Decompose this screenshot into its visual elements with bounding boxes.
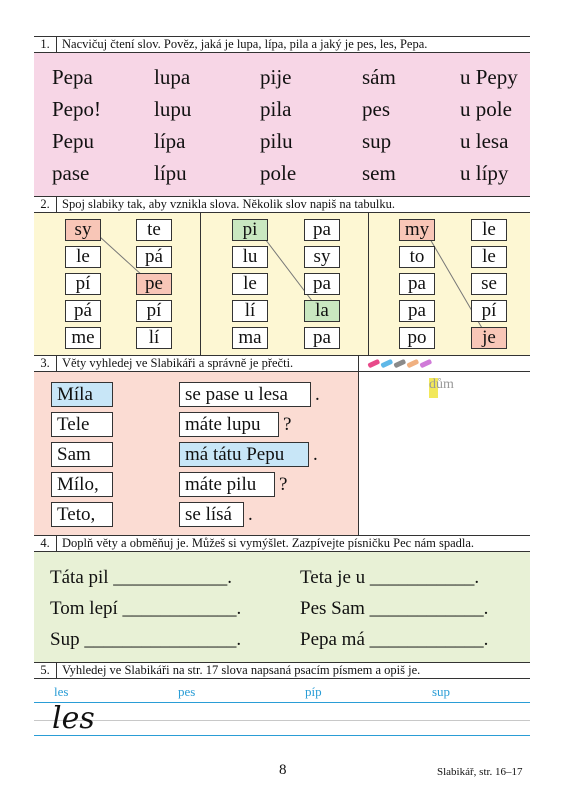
cursive-word: les xyxy=(54,684,69,699)
predicate-box[interactable]: máte pilu xyxy=(179,472,275,497)
syllable-cell[interactable]: lí xyxy=(232,300,268,322)
word: Pepu xyxy=(52,129,94,153)
section2-number: 2. xyxy=(34,197,57,212)
syllable-cell[interactable]: lu xyxy=(232,246,268,268)
syllable-cell[interactable]: le xyxy=(471,246,507,268)
punctuation: ? xyxy=(279,474,288,495)
sentence-line[interactable]: Sup ________________. xyxy=(50,629,242,650)
section4-header xyxy=(34,535,530,552)
section5-instruction: Vyhledej ve Slabikáři na str. 17 slova napsaná psacím písmem a opiš je. xyxy=(62,663,421,677)
syllable-cell[interactable]: ma xyxy=(232,327,268,349)
section3-header xyxy=(34,355,530,372)
word: lupa xyxy=(154,65,191,89)
word: pije xyxy=(260,65,292,89)
syllable-cell[interactable]: pi xyxy=(232,219,268,241)
syllable-cell[interactable]: my xyxy=(399,219,435,241)
section5-header xyxy=(34,662,530,679)
cursive-word: sup xyxy=(432,684,451,699)
section4-instruction: Doplň věty a obměňuj je. Můžeš si vymýšlet. Zazpívejte písničku Pec nám spadla. xyxy=(62,536,475,550)
section1-body xyxy=(34,53,530,196)
word: u lípy xyxy=(460,161,509,185)
subject-box[interactable]: Mílo, xyxy=(51,472,113,497)
section2-header xyxy=(34,196,530,213)
punctuation: . xyxy=(315,384,320,405)
syllable-cell[interactable]: pí xyxy=(136,300,172,322)
crayons-icon xyxy=(367,357,441,371)
sentence-line[interactable]: Pepa má ____________. xyxy=(300,629,489,650)
syllable-cell[interactable]: se xyxy=(471,273,507,295)
predicate-box[interactable]: se lísá xyxy=(179,502,244,527)
syllable-cell[interactable]: pa xyxy=(304,219,340,241)
syllable-cell[interactable]: pí xyxy=(471,300,507,322)
header-divider xyxy=(358,356,359,371)
section1-header xyxy=(34,36,530,53)
textbook-reference: Slabikář, str. 16–17 xyxy=(437,766,523,778)
subject-box[interactable]: Sam xyxy=(51,442,113,467)
cursive-word: pes xyxy=(178,684,196,699)
syllable-cell[interactable]: pá xyxy=(65,300,101,322)
word: lupu xyxy=(154,97,192,121)
word: u pole xyxy=(460,97,512,121)
word: sám xyxy=(362,65,396,89)
sentence-line[interactable]: Pes Sam ____________. xyxy=(300,598,489,619)
syllable-cell[interactable]: pa xyxy=(304,273,340,295)
word: pilu xyxy=(260,129,293,153)
section2-instruction: Spoj slabiky tak, aby vznikla slova. Několik slov napiš na tabulku. xyxy=(62,197,395,211)
sentence-line[interactable]: Teta je u ___________. xyxy=(300,567,480,588)
writing-area[interactable] xyxy=(359,372,530,535)
sentence-line[interactable]: Táta pil ____________. xyxy=(50,567,233,588)
syllable-cell[interactable]: pa xyxy=(399,273,435,295)
predicate-box[interactable]: máte lupu xyxy=(179,412,279,437)
word: u lesa xyxy=(460,129,509,153)
syllable-cell[interactable]: le xyxy=(65,246,101,268)
word: Pepa xyxy=(52,65,93,89)
handwritten-word: les xyxy=(52,701,95,736)
connecting-lines xyxy=(34,213,530,355)
syllable-cell[interactable]: pí xyxy=(65,273,101,295)
syllable-cell[interactable]: sy xyxy=(304,246,340,268)
syllable-cell[interactable]: lí xyxy=(136,327,172,349)
word: pila xyxy=(260,97,292,121)
word: lípu xyxy=(154,161,187,185)
syllable-cell[interactable]: po xyxy=(399,327,435,349)
word: u Pepy xyxy=(460,65,518,89)
word: sem xyxy=(362,161,396,185)
syllable-cell[interactable]: le xyxy=(471,219,507,241)
writing-line[interactable] xyxy=(94,721,530,748)
syllable-cell[interactable]: sy xyxy=(65,219,101,241)
sentence-area xyxy=(34,372,358,535)
word: pase xyxy=(52,161,90,185)
cursive-word: píp xyxy=(305,684,322,699)
word: Pepo! xyxy=(52,97,101,121)
word: pole xyxy=(260,161,297,185)
section1-number: 1. xyxy=(34,37,57,52)
syllable-cell[interactable]: to xyxy=(399,246,435,268)
syllable-cell[interactable]: pa xyxy=(304,327,340,349)
punctuation: . xyxy=(313,444,318,465)
syllable-cell[interactable]: le xyxy=(232,273,268,295)
section1-instruction: Nacvičuj čtení slov. Pověz, jaká je lupa, lípa, pila a jaký je pes, les, Pepa. xyxy=(62,37,428,51)
word: pes xyxy=(362,97,390,121)
section4-body xyxy=(34,552,530,662)
word: sup xyxy=(362,129,392,153)
section4-number: 4. xyxy=(34,536,57,551)
page-number: 8 xyxy=(279,762,287,778)
syllable-cell[interactable]: la xyxy=(304,300,340,322)
syllable-cell[interactable]: te xyxy=(136,219,172,241)
predicate-box[interactable]: se pase u lesa xyxy=(179,382,311,407)
punctuation: ? xyxy=(283,414,292,435)
syllable-cell[interactable]: pa xyxy=(399,300,435,322)
predicate-box[interactable]: má tátu Pepu xyxy=(179,442,309,467)
punctuation: . xyxy=(248,504,253,525)
section5-body xyxy=(34,679,530,748)
section3-body xyxy=(34,372,530,535)
subject-box[interactable]: Tele xyxy=(51,412,113,437)
syllable-cell[interactable]: je xyxy=(471,327,507,349)
syllable-cell[interactable]: pá xyxy=(136,246,172,268)
section2-body xyxy=(34,213,530,355)
word: lípa xyxy=(154,129,186,153)
syllable-cell[interactable]: pe xyxy=(136,273,172,295)
writing-guide-line xyxy=(34,702,530,703)
sentence-line[interactable]: Tom lepí ____________. xyxy=(50,598,242,619)
subject-box[interactable]: Míla xyxy=(51,382,113,407)
section3-instruction: Věty vyhledej ve Slabikáři a správně je přečti. xyxy=(62,356,294,370)
word-dum: dům xyxy=(429,377,454,392)
section5-number: 5. xyxy=(34,663,57,678)
subject-box[interactable]: Teto, xyxy=(51,502,113,527)
syllable-cell[interactable]: me xyxy=(65,327,101,349)
section3-number: 3. xyxy=(34,356,57,371)
